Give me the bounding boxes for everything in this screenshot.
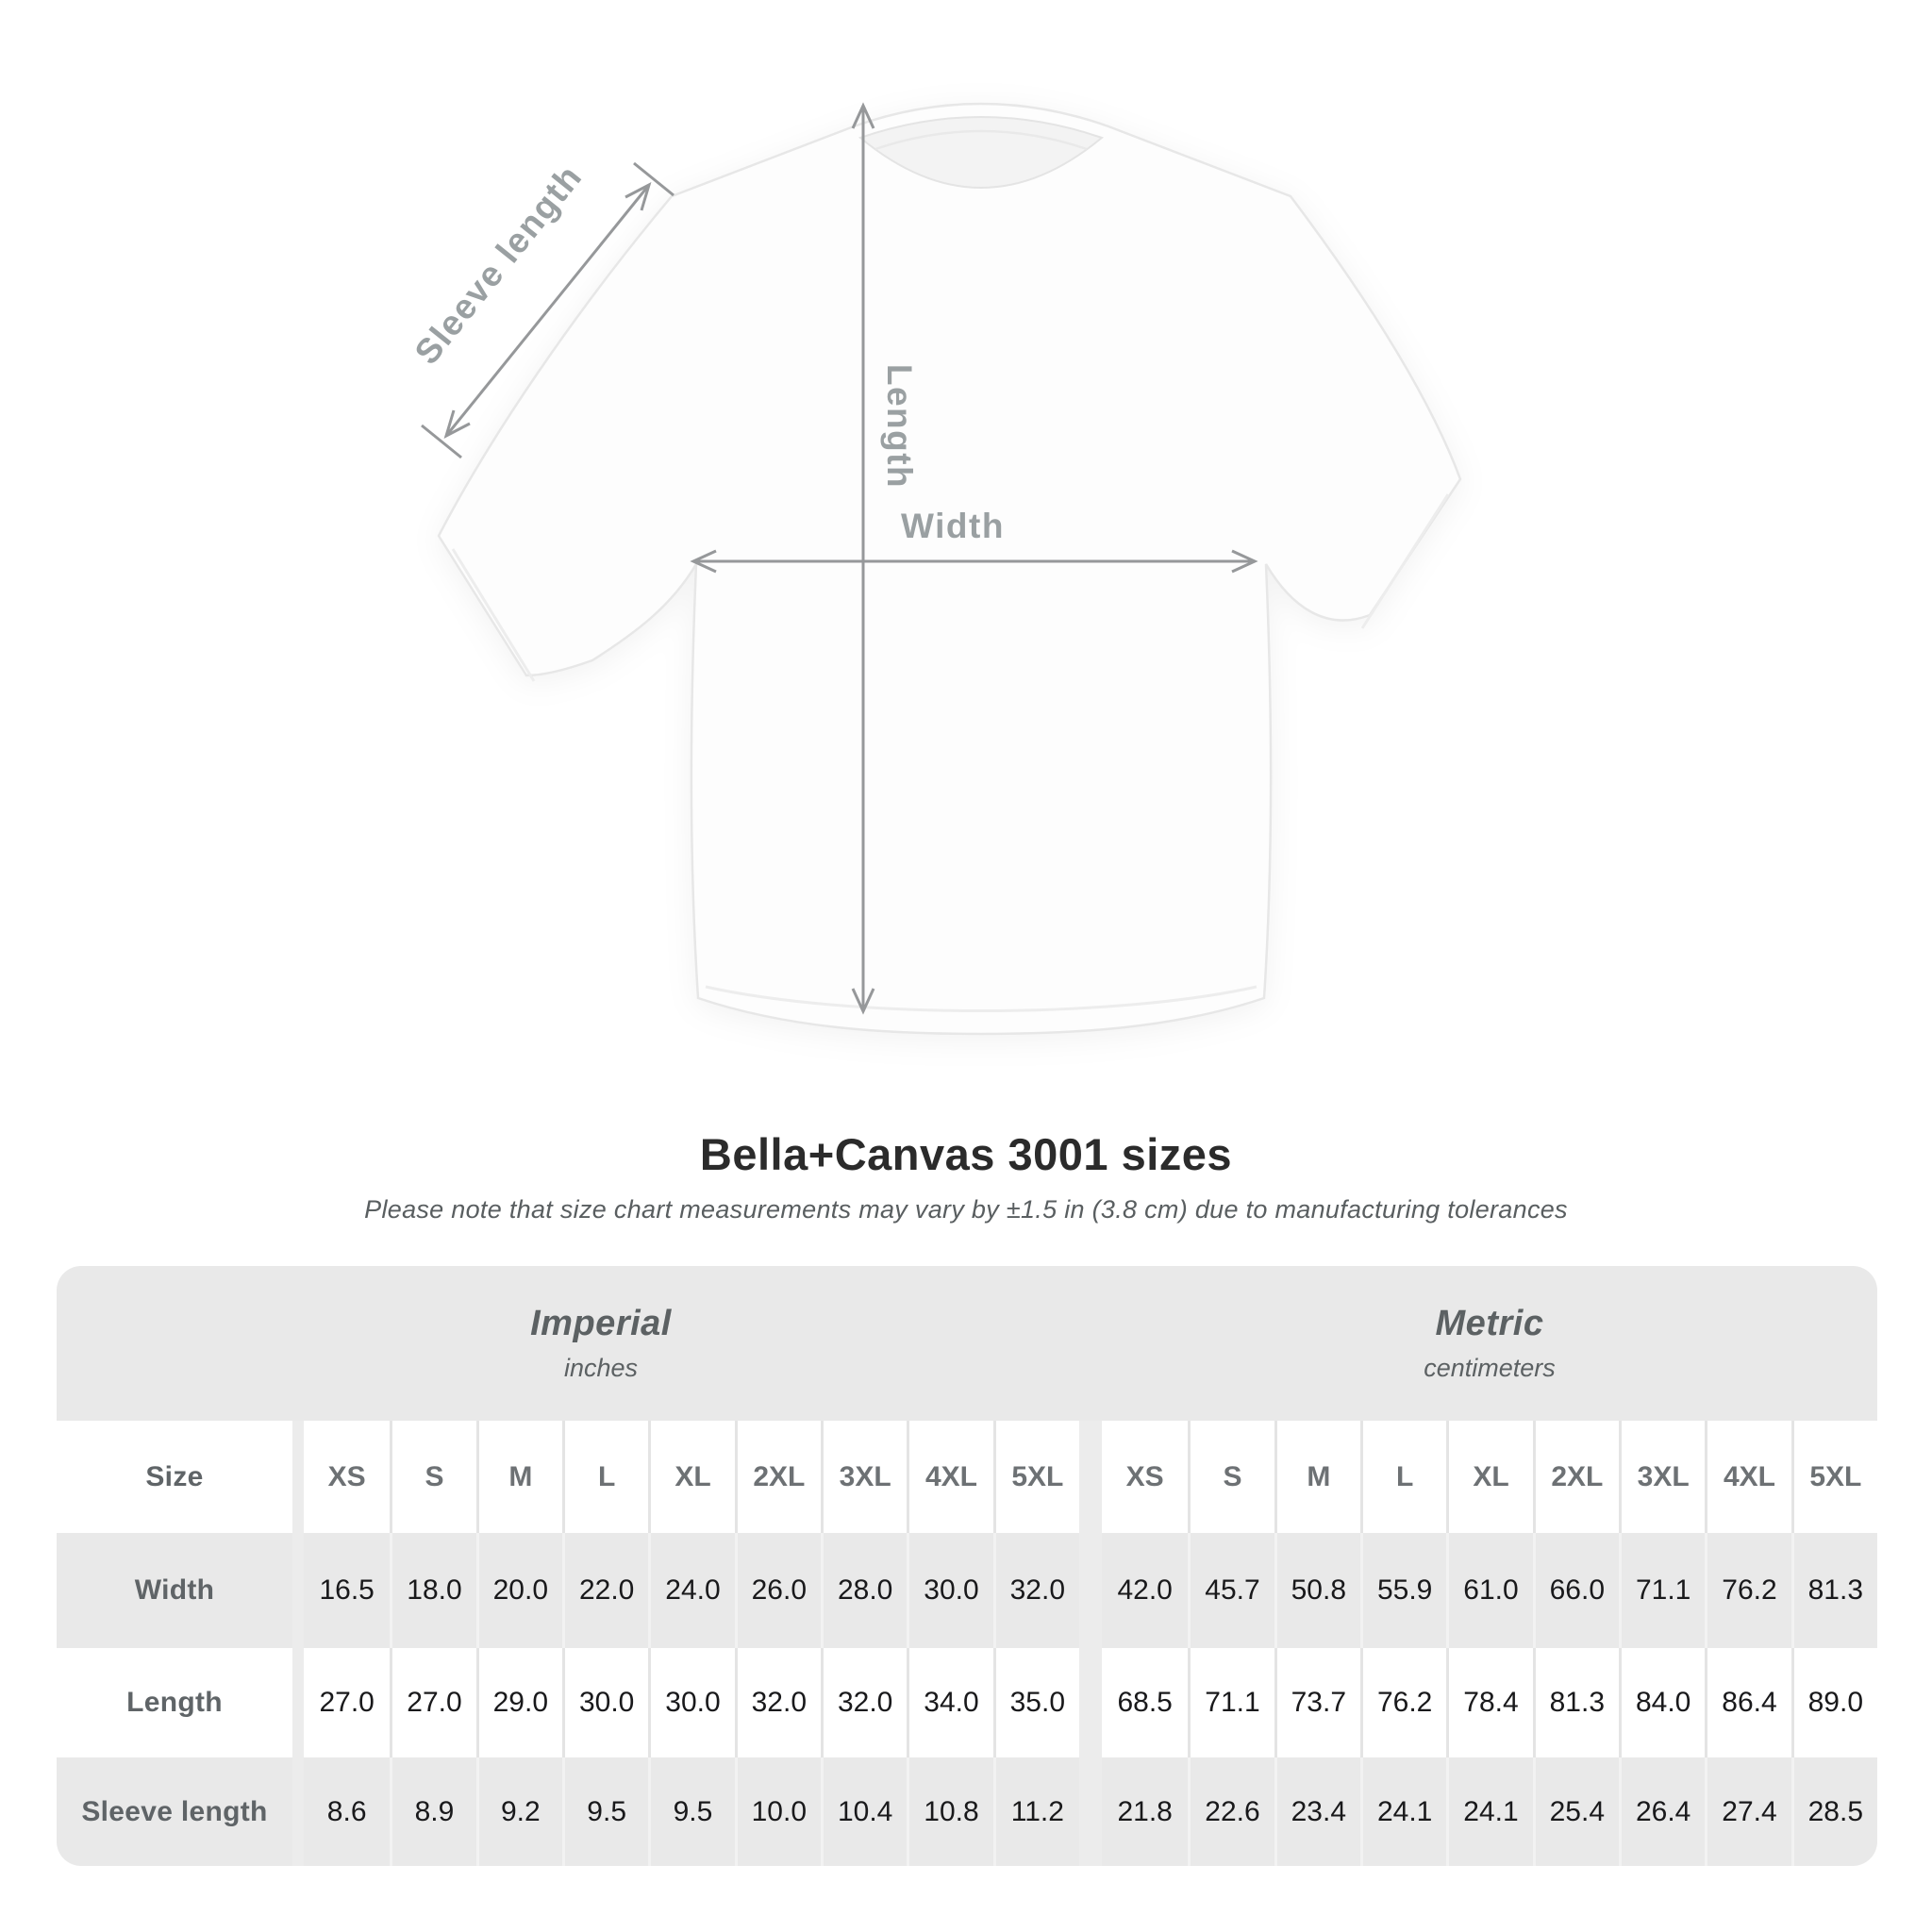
width-imperial-value: 32.0 (993, 1533, 1079, 1648)
width-metric-value: 50.8 (1274, 1533, 1360, 1648)
metric-group-header (1102, 1266, 1877, 1421)
width-imperial-value: 20.0 (476, 1533, 562, 1648)
size-table (57, 1266, 1877, 1866)
table-row-length (57, 1648, 1877, 1757)
tshirt-body (439, 104, 1460, 1034)
length-imperial-value: 34.0 (907, 1648, 992, 1757)
imperial-size-header: L (562, 1421, 648, 1533)
length-imperial-value: 29.0 (476, 1648, 562, 1757)
sleeve-metric-value: 22.6 (1188, 1757, 1274, 1866)
sleeve-metric-value: 23.4 (1274, 1757, 1360, 1866)
size-header-row (57, 1421, 1877, 1533)
width-metric-value: 61.0 (1446, 1533, 1532, 1648)
sleeve-length-arrow-label: Sleeve length (407, 157, 590, 372)
length-metric-value: 81.3 (1533, 1648, 1619, 1757)
table-heading (0, 1128, 1932, 1224)
length-metric-value: 89.0 (1791, 1648, 1877, 1757)
metric-size-header: XL (1446, 1421, 1532, 1533)
length-metric-value: 68.5 (1117, 1687, 1173, 1718)
table-row-sleeve-length (57, 1757, 1877, 1866)
width-imperial-value: 18.0 (390, 1533, 475, 1648)
imperial-label: Imperial (530, 1304, 672, 1343)
metric-unit: centimeters (1424, 1354, 1556, 1382)
sleeve-imperial-value: 10.4 (821, 1757, 907, 1866)
metric-size-header: 5XL (1791, 1421, 1877, 1533)
metric-size-header: 2XL (1533, 1421, 1619, 1533)
column-divider (292, 1421, 304, 1533)
row-label: Width (134, 1574, 215, 1606)
metric-size-header: 4XL (1705, 1421, 1790, 1533)
imperial-size-header: 3XL (821, 1421, 907, 1533)
table-row-width (57, 1533, 1877, 1648)
length-imperial-value: 32.0 (821, 1648, 907, 1757)
sleeve-metric-value: 25.4 (1533, 1757, 1619, 1866)
column-divider (292, 1533, 304, 1648)
length-imperial-value: 30.0 (648, 1648, 734, 1757)
tshirt-illustration (439, 104, 1460, 1034)
length-imperial-value: 32.0 (735, 1648, 821, 1757)
length-imperial-value: 27.0 (390, 1648, 475, 1757)
sleeve-metric-value: 24.1 (1446, 1757, 1532, 1866)
width-metric-value: 66.0 (1533, 1533, 1619, 1648)
length-imperial-value: 30.0 (562, 1648, 648, 1757)
sleeve-imperial-value: 9.2 (476, 1757, 562, 1866)
length-metric-value: 84.0 (1619, 1648, 1705, 1757)
width-imperial-value: 16.5 (319, 1574, 375, 1606)
imperial-size-header: 2XL (735, 1421, 821, 1533)
width-metric-value: 42.0 (1117, 1574, 1173, 1606)
column-divider (1079, 1533, 1102, 1648)
page-title: Bella+Canvas 3001 sizes (699, 1129, 1233, 1179)
imperial-size-header: M (476, 1421, 562, 1533)
sleeve-imperial-value: 8.9 (390, 1757, 475, 1866)
unit-group-header (57, 1266, 1877, 1421)
length-metric-value: 73.7 (1274, 1648, 1360, 1757)
sleeve-imperial-value: 10.0 (735, 1757, 821, 1866)
width-imperial-value: 28.0 (821, 1533, 907, 1648)
width-metric-value: 45.7 (1188, 1533, 1274, 1648)
width-imperial-value: 22.0 (562, 1533, 648, 1648)
length-imperial-value: 27.0 (319, 1687, 375, 1718)
imperial-size-header: XS (327, 1460, 366, 1492)
length-metric-value: 76.2 (1360, 1648, 1446, 1757)
width-imperial-value: 30.0 (907, 1533, 992, 1648)
length-arrow-label: Length (880, 363, 919, 490)
length-metric-value: 71.1 (1188, 1648, 1274, 1757)
size-column-header: Size (145, 1460, 204, 1492)
metric-size-header: 3XL (1619, 1421, 1705, 1533)
column-divider (292, 1648, 304, 1757)
sleeve-metric-value: 24.1 (1360, 1757, 1446, 1866)
sleeve-imperial-value: 10.8 (907, 1757, 992, 1866)
imperial-group-header (57, 1266, 1079, 1421)
imperial-size-header: XL (648, 1421, 734, 1533)
width-metric-value: 55.9 (1360, 1533, 1446, 1648)
row-label: Sleeve length (81, 1795, 268, 1827)
metric-size-header: L (1360, 1421, 1446, 1533)
metric-size-header: M (1274, 1421, 1360, 1533)
sleeve-imperial-value: 11.2 (993, 1757, 1079, 1866)
sleeve-metric-value: 27.4 (1705, 1757, 1790, 1866)
length-metric-value: 86.4 (1705, 1648, 1790, 1757)
metric-size-header: XS (1125, 1460, 1164, 1492)
sleeve-metric-value: 26.4 (1619, 1757, 1705, 1866)
column-divider (1079, 1757, 1102, 1866)
width-metric-value: 71.1 (1619, 1533, 1705, 1648)
sleeve-imperial-value: 8.6 (326, 1795, 367, 1827)
width-metric-value: 76.2 (1705, 1533, 1790, 1648)
sleeve-metric-value: 21.8 (1117, 1795, 1173, 1827)
imperial-size-header: 4XL (907, 1421, 992, 1533)
column-divider (292, 1757, 304, 1866)
sleeve-metric-value: 28.5 (1791, 1757, 1877, 1866)
length-metric-value: 78.4 (1446, 1648, 1532, 1757)
width-arrow-label: Width (901, 507, 1005, 545)
row-label: Length (126, 1687, 223, 1718)
width-metric-value: 81.3 (1791, 1533, 1877, 1648)
sleeve-imperial-value: 9.5 (562, 1757, 648, 1866)
column-divider (1079, 1648, 1102, 1757)
group-divider (1079, 1266, 1102, 1421)
sleeve-imperial-value: 9.5 (648, 1757, 734, 1866)
width-imperial-value: 24.0 (648, 1533, 734, 1648)
length-imperial-value: 35.0 (993, 1648, 1079, 1757)
imperial-size-header: S (390, 1421, 475, 1533)
width-imperial-value: 26.0 (735, 1533, 821, 1648)
imperial-size-header: 5XL (993, 1421, 1079, 1533)
column-divider (1079, 1421, 1102, 1533)
metric-size-header: S (1188, 1421, 1274, 1533)
tolerance-note: Please note that size chart measurements may vary by ±1.5 in (3.8 cm) due to manufacturing tolerances (364, 1195, 1568, 1224)
imperial-unit: inches (563, 1354, 639, 1382)
metric-label: Metric (1435, 1304, 1544, 1343)
